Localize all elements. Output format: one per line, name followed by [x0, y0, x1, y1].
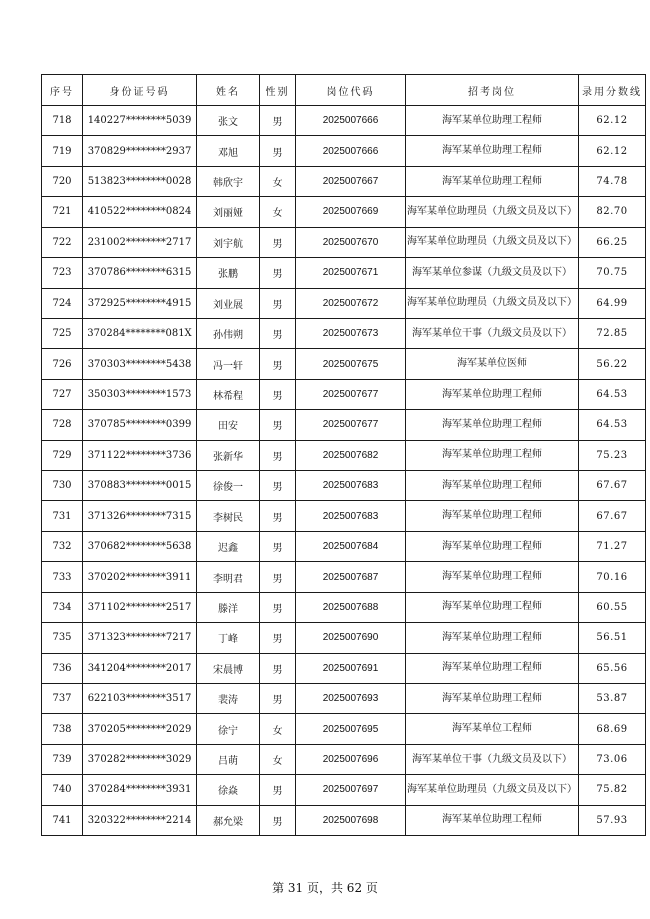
cell-serial: 722 — [42, 227, 83, 257]
table-row — [42, 531, 646, 561]
cell-score: 67.67 — [579, 501, 646, 531]
cell-id-number: 370284********081X — [83, 318, 197, 348]
cell-id-number: 370284********3931 — [83, 775, 197, 805]
cell-name: 韩欣宇 — [197, 166, 260, 196]
cell-score: 65.56 — [579, 653, 646, 683]
cell-score: 68.69 — [579, 714, 646, 744]
table-row — [42, 714, 646, 744]
table-row — [42, 288, 646, 318]
cell-id-number: 370786********6315 — [83, 258, 197, 288]
cell-serial: 725 — [42, 318, 83, 348]
cell-gender: 男 — [260, 440, 296, 470]
cell-gender: 男 — [260, 623, 296, 653]
cell-name: 吕萌 — [197, 744, 260, 774]
cell-name: 孙伟朔 — [197, 318, 260, 348]
table-row — [42, 106, 646, 136]
cell-score: 62.12 — [579, 136, 646, 166]
cell-id-number: 370303********5438 — [83, 349, 197, 379]
cell-score: 74.78 — [579, 166, 646, 196]
cell-gender: 女 — [260, 166, 296, 196]
header-score: 录用分数线 — [579, 75, 646, 106]
cell-score: 71.27 — [579, 531, 646, 561]
cell-name: 张新华 — [197, 440, 260, 470]
cell-position: 海军某单位助理工程师 — [406, 592, 579, 622]
cell-id-number: 341204********2017 — [83, 653, 197, 683]
cell-id-number: 370202********3911 — [83, 562, 197, 592]
cell-name: 滕洋 — [197, 592, 260, 622]
cell-gender: 男 — [260, 775, 296, 805]
cell-gender: 男 — [260, 501, 296, 531]
cell-id-number: 622103********3517 — [83, 684, 197, 714]
cell-gender: 女 — [260, 714, 296, 744]
table-row — [42, 197, 646, 227]
cell-name: 郝允梁 — [197, 805, 260, 835]
page-footer: 第 31 页，共 62 页 — [272, 881, 378, 895]
cell-gender: 男 — [260, 106, 296, 136]
cell-gender: 男 — [260, 592, 296, 622]
cell-position: 海军某单位助理工程师 — [406, 410, 579, 440]
table-row — [42, 227, 646, 257]
cell-serial: 735 — [42, 623, 83, 653]
cell-serial: 729 — [42, 440, 83, 470]
cell-score: 66.25 — [579, 227, 646, 257]
cell-position: 海军某单位助理员（九级文员及以下） — [406, 288, 579, 318]
cell-position-code: 2025007683 — [296, 471, 406, 501]
cell-score: 62.12 — [579, 106, 646, 136]
cell-serial: 720 — [42, 166, 83, 196]
cell-serial: 718 — [42, 106, 83, 136]
table-row — [42, 166, 646, 196]
cell-gender: 男 — [260, 805, 296, 835]
cell-name: 丁峰 — [197, 623, 260, 653]
cell-position: 海军某单位助理工程师 — [406, 136, 579, 166]
cell-id-number: 372925********4915 — [83, 288, 197, 318]
cell-score: 73.06 — [579, 744, 646, 774]
cell-gender: 男 — [260, 258, 296, 288]
cell-serial: 740 — [42, 775, 83, 805]
cell-id-number: 370829********2937 — [83, 136, 197, 166]
cell-gender: 男 — [260, 410, 296, 440]
cell-score: 57.93 — [579, 805, 646, 835]
table-header-row — [42, 75, 646, 106]
cell-name: 徐宁 — [197, 714, 260, 744]
table-row — [42, 653, 646, 683]
cell-position: 海军某单位干事（九级文员及以下） — [406, 744, 579, 774]
header-gender: 性别 — [260, 75, 296, 106]
cell-serial: 741 — [42, 805, 83, 835]
cell-position-code: 2025007675 — [296, 349, 406, 379]
cell-position-code: 2025007667 — [296, 166, 406, 196]
cell-id-number: 320322********2214 — [83, 805, 197, 835]
cell-name: 冯一轩 — [197, 349, 260, 379]
cell-gender: 男 — [260, 379, 296, 409]
cell-score: 75.82 — [579, 775, 646, 805]
cell-position: 海军某单位参谋（九级文员及以下） — [406, 258, 579, 288]
cell-position: 海军某单位助理工程师 — [406, 166, 579, 196]
cell-id-number: 371122********3736 — [83, 440, 197, 470]
table-row — [42, 684, 646, 714]
table-row — [42, 501, 646, 531]
cell-serial: 724 — [42, 288, 83, 318]
cell-score: 56.51 — [579, 623, 646, 653]
cell-id-number: 371102********2517 — [83, 592, 197, 622]
cell-gender: 男 — [260, 349, 296, 379]
cell-score: 53.87 — [579, 684, 646, 714]
cell-name: 张鹏 — [197, 258, 260, 288]
cell-score: 64.53 — [579, 379, 646, 409]
cell-serial: 721 — [42, 197, 83, 227]
cell-position: 海军某单位助理工程师 — [406, 623, 579, 653]
cell-id-number: 370282********3029 — [83, 744, 197, 774]
cell-score: 70.75 — [579, 258, 646, 288]
cell-id-number: 513823********0028 — [83, 166, 197, 196]
cell-position-code: 2025007671 — [296, 258, 406, 288]
cell-position-code: 2025007677 — [296, 379, 406, 409]
cell-position-code: 2025007693 — [296, 684, 406, 714]
cell-name: 刘宇航 — [197, 227, 260, 257]
header-name: 姓名 — [197, 75, 260, 106]
cell-id-number: 370205********2029 — [83, 714, 197, 744]
cell-position-code: 2025007670 — [296, 227, 406, 257]
cell-score: 70.16 — [579, 562, 646, 592]
cell-id-number: 350303********1573 — [83, 379, 197, 409]
cell-name: 邓旭 — [197, 136, 260, 166]
cell-position-code: 2025007669 — [296, 197, 406, 227]
cell-name: 刘业展 — [197, 288, 260, 318]
cell-position: 海军某单位助理工程师 — [406, 653, 579, 683]
cell-score: 60.55 — [579, 592, 646, 622]
cell-name: 刘丽娅 — [197, 197, 260, 227]
cell-position: 海军某单位助理工程师 — [406, 684, 579, 714]
table-row — [42, 379, 646, 409]
cell-id-number: 410522********0824 — [83, 197, 197, 227]
cell-position: 海军某单位助理工程师 — [406, 531, 579, 561]
cell-name: 田安 — [197, 410, 260, 440]
cell-position: 海军某单位医师 — [406, 349, 579, 379]
cell-serial: 736 — [42, 653, 83, 683]
table-row — [42, 805, 646, 835]
cell-id-number: 370682********5638 — [83, 531, 197, 561]
cell-score: 72.85 — [579, 318, 646, 348]
cell-name: 李明君 — [197, 562, 260, 592]
cell-name: 徐俊一 — [197, 471, 260, 501]
header-id-number: 身份证号码 — [83, 75, 197, 106]
cell-position-code: 2025007688 — [296, 592, 406, 622]
header-serial: 序号 — [42, 75, 83, 106]
cell-position: 海军某单位助理员（九级文员及以下） — [406, 775, 579, 805]
cell-position: 海军某单位助理员（九级文员及以下） — [406, 227, 579, 257]
cell-gender: 男 — [260, 318, 296, 348]
cell-name: 迟鑫 — [197, 531, 260, 561]
cell-position-code: 2025007682 — [296, 440, 406, 470]
table-row — [42, 440, 646, 470]
table-row — [42, 744, 646, 774]
cell-name: 林希程 — [197, 379, 260, 409]
cell-name: 张文 — [197, 106, 260, 136]
cell-id-number: 371323********7217 — [83, 623, 197, 653]
cell-position-code: 2025007698 — [296, 805, 406, 835]
cell-position-code: 2025007684 — [296, 531, 406, 561]
cell-position: 海军某单位助理员（九级文员及以下） — [406, 197, 579, 227]
cell-serial: 730 — [42, 471, 83, 501]
cell-gender: 女 — [260, 197, 296, 227]
cell-position: 海军某单位助理工程师 — [406, 440, 579, 470]
cell-name: 裴涛 — [197, 684, 260, 714]
cell-score: 67.67 — [579, 471, 646, 501]
cell-gender: 男 — [260, 531, 296, 561]
cell-position-code: 2025007690 — [296, 623, 406, 653]
cell-gender: 男 — [260, 562, 296, 592]
cell-position-code: 2025007683 — [296, 501, 406, 531]
cell-serial: 728 — [42, 410, 83, 440]
cell-id-number: 370785********0399 — [83, 410, 197, 440]
cell-position-code: 2025007696 — [296, 744, 406, 774]
cell-position-code: 2025007666 — [296, 136, 406, 166]
cell-position-code: 2025007695 — [296, 714, 406, 744]
header-position: 招考岗位 — [406, 75, 579, 106]
cell-id-number: 371326********7315 — [83, 501, 197, 531]
cell-position-code: 2025007691 — [296, 653, 406, 683]
cell-serial: 734 — [42, 592, 83, 622]
cell-gender: 男 — [260, 288, 296, 318]
table-row — [42, 349, 646, 379]
cell-position: 海军某单位助理工程师 — [406, 106, 579, 136]
cell-score: 64.53 — [579, 410, 646, 440]
table-row — [42, 775, 646, 805]
cell-gender: 男 — [260, 471, 296, 501]
cell-gender: 女 — [260, 744, 296, 774]
cell-id-number: 370883********0015 — [83, 471, 197, 501]
cell-serial: 726 — [42, 349, 83, 379]
cell-position: 海军某单位助理工程师 — [406, 562, 579, 592]
cell-score: 75.23 — [579, 440, 646, 470]
cell-gender: 男 — [260, 227, 296, 257]
cell-position-code: 2025007677 — [296, 410, 406, 440]
cell-position: 海军某单位干事（九级文员及以下） — [406, 318, 579, 348]
cell-gender: 男 — [260, 684, 296, 714]
cell-score: 82.70 — [579, 197, 646, 227]
cell-gender: 男 — [260, 136, 296, 166]
table-body — [42, 106, 646, 836]
table-row — [42, 562, 646, 592]
cell-position-code: 2025007673 — [296, 318, 406, 348]
cell-id-number: 140227********5039 — [83, 106, 197, 136]
cell-position: 海军某单位助理工程师 — [406, 501, 579, 531]
cell-position: 海军某单位助理工程师 — [406, 379, 579, 409]
cell-id-number: 231002********2717 — [83, 227, 197, 257]
table-row — [42, 623, 646, 653]
cell-position-code: 2025007666 — [296, 106, 406, 136]
cell-serial: 723 — [42, 258, 83, 288]
header-position-code: 岗位代码 — [296, 75, 406, 106]
table-row — [42, 136, 646, 166]
cell-position-code: 2025007687 — [296, 562, 406, 592]
cell-serial: 719 — [42, 136, 83, 166]
table-row — [42, 410, 646, 440]
cell-serial: 738 — [42, 714, 83, 744]
cell-position: 海军某单位工程师 — [406, 714, 579, 744]
cell-name: 李树民 — [197, 501, 260, 531]
cell-score: 64.99 — [579, 288, 646, 318]
table-row — [42, 471, 646, 501]
table-row — [42, 258, 646, 288]
cell-serial: 727 — [42, 379, 83, 409]
cell-serial: 739 — [42, 744, 83, 774]
cell-serial: 733 — [42, 562, 83, 592]
cell-name: 宋晨博 — [197, 653, 260, 683]
cell-position-code: 2025007697 — [296, 775, 406, 805]
results-table — [41, 74, 646, 836]
cell-serial: 737 — [42, 684, 83, 714]
table-row — [42, 592, 646, 622]
cell-serial: 732 — [42, 531, 83, 561]
cell-position: 海军某单位助理工程师 — [406, 805, 579, 835]
cell-gender: 男 — [260, 653, 296, 683]
table-row — [42, 318, 646, 348]
cell-serial: 731 — [42, 501, 83, 531]
cell-name: 徐焱 — [197, 775, 260, 805]
cell-position: 海军某单位助理工程师 — [406, 471, 579, 501]
cell-score: 56.22 — [579, 349, 646, 379]
cell-position-code: 2025007672 — [296, 288, 406, 318]
